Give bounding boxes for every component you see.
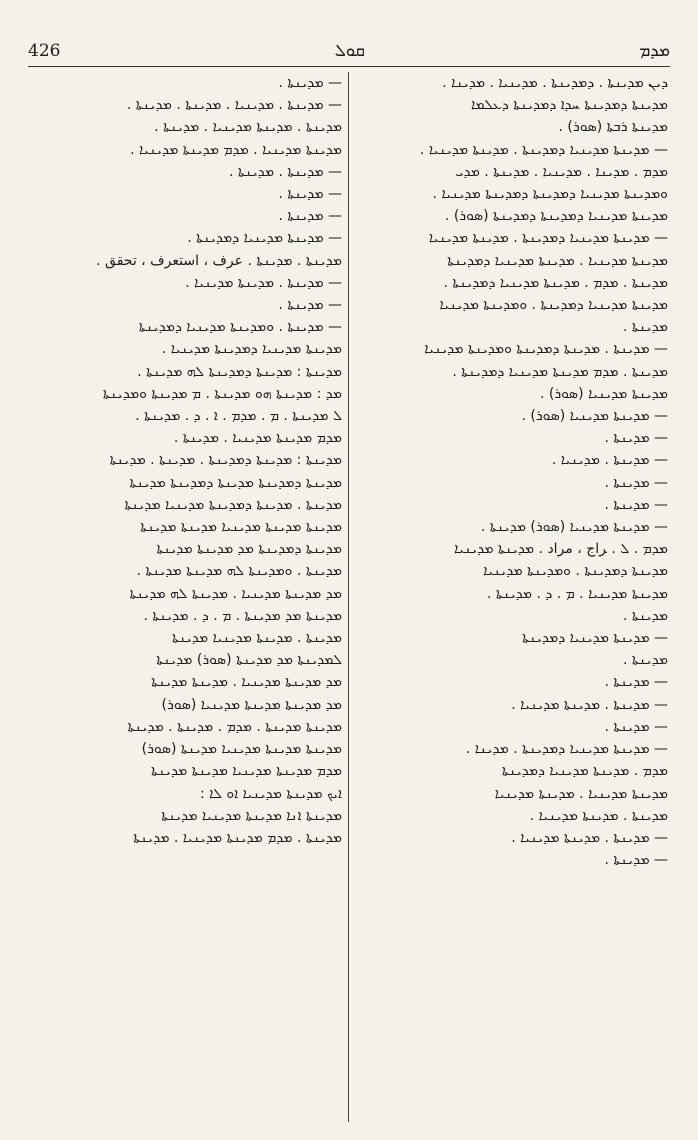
- entry-line: ܠ ܡܕܝܢܬܐ . ܡ . ܡܕܡ . ܐ . ܕ . ܡܕܝܢܬܐ .: [135, 408, 342, 425]
- entry-line: ܡܕ : ܡܕܝܢܬܐ ܗܘ ܡܕܝܢܬܐ . ܡ ܡܕܝܢܬܐ ܘܡܕܝܢܬܐ: [102, 385, 342, 402]
- entry-line: — ܡܕܝܢܬܐ . ܡܕܝܢܝܐ .: [551, 452, 668, 469]
- entry-line: ܡܕܝܢܬܐ ܕܡܕܝܢܬܐ ܡܕ ܡܕܝܢܬܐ ܡܕܝܢܬܐ: [156, 541, 342, 558]
- entry-line: ܡܕܝܢܬܐ ܕܡܕܝܢܬܐ ܚܕܐ ܕܡܕܝܢܬܐ ܕܥܠܡܐ: [471, 97, 668, 114]
- entry-line: ܡܕܝܢܬܐ ܡܕܝܢܝܐ ܕܡܕܝܢܬܐ ܕܡܕܝܢܬܐ (ܣܘܪ) .: [444, 208, 668, 225]
- entry-line: — ܡܕܝܢܬܐ .: [278, 297, 342, 314]
- entry-line: ܡܕܝܢܬܐ : ܡܕܝܢܬܐ ܕܡܕܝܢܬܐ ܠܗ ܡܕܝܢܬܐ .: [137, 363, 342, 380]
- entry-line: ܡܕܝܢܬܐ ܕܡܕܝܢܬܐ . ܘܡܕܝܢܬܐ ܡܕܝܢܝܐ: [483, 563, 668, 580]
- entry-line: — ܡܕܝܢܬܐ ܡܕܝܢܝܐ (ܣܘܪ) ܡܕܝܢܬܐ .: [480, 519, 668, 536]
- page-number: 426: [28, 41, 61, 61]
- left-column: [30, 72, 342, 1122]
- entry-line: ܡܕܝܢܬܐ ܕܡܕܝܢܬܐ ܡܕܝܢܬܐ ܕܡܕܝܢܬܐ ܡܕܝܢܬܐ: [129, 474, 342, 491]
- entry-line: — ܡܕܝܢܬܐ .: [604, 496, 668, 513]
- entry-line: ܡܕܡ . ܡܕܝܢܬܐ ܡܕܝܢܝܐ ܕܡܕܝܢܬܐ: [501, 763, 668, 780]
- entry-line: — ܡܕܝܢܬܐ ܡܕܝܢܝܐ ܕܡܕܝܢܬܐ . ܡܕܝܢܬܐ ܡܕܝܢܝܐ: [428, 230, 668, 247]
- entry-line: ܡܕܝܢܬܐ . ܡܕܡ ܡܕܝܢܬܐ ܡܕܝܢܝܐ ܕܡܕܝܢܬܐ .: [452, 363, 668, 380]
- page-header: [28, 36, 670, 66]
- entry-line: ܡܕܝܢܬܐ . ܡܕܡ . ܡܕܝܢܬܐ ܡܕܝܢܝܐ ܕܡܕܝܢܬܐ .: [443, 274, 668, 291]
- entry-line: — ܡܕܝܢܬܐ .: [278, 208, 342, 225]
- entry-line: ܡܕܝܢܬܐ .: [622, 652, 668, 669]
- running-title-center: ܩܘܠ: [334, 41, 365, 61]
- entry-line: — ܡܕܝܢܬܐ ܡܕܝܢܝܐ (ܣܘܪ) .: [521, 408, 668, 425]
- entry-line: ܡܕܝܢܬܐ ܡܕܝܢܬܐ . ܡܕܡ . ܡܕܝܢܬܐ . ܡܕܝܢܬܐ: [127, 718, 342, 735]
- entry-line: ܡܕ ܡܕܝܢܬܐ ܡܕܝܢܬܐ ܡܕܝܢܝܐ (ܣܘܪ): [161, 696, 342, 713]
- entry-line: ܠܡܕܝܢܬܐ ܡܕ ܡܕܝܢܬܐ (ܣܘܪ) ܡܕܝܢܬܐ: [156, 652, 342, 669]
- entry-line: ܡܕܝܢܬܐ ܡܕܝܢܝܐ . ܡܕܝܢܬܐ ܡܕܝܢܝܐ: [494, 785, 668, 802]
- entry-line: — ܡܕܝܢܬܐ ܡܕܝܢܝܐ ܕܡܕܝܢܬܐ . ܡܕܝܢܐ .: [465, 741, 668, 758]
- entry-line: — ܡܕܝܢܬܐ ܡܕܝܢܝܐ ܕܡܕܝܢܬܐ .: [187, 230, 342, 247]
- entry-line: — ܡܕܝܢܬܐ . ܘܡܕܝܢܬܐ ܡܕܝܢܝܐ ܕܡܕܝܢܬܐ: [138, 319, 342, 336]
- entry-line: ܡܕ ܡܕܝܢܬܐ ܡܕܝܢܝܐ . ܡܕܝܢܬܐ ܠܗ ܡܕܝܢܬܐ: [129, 585, 342, 602]
- entry-line: ܡܕܝܢܬܐ . ܡܕܝܢܬܐ ܡܕܝܢܝܐ . ܡܕܝܢܬܐ .: [154, 119, 342, 136]
- entry-line: — ܡܕܝܢܬܐ . ܡܕܝܢܝܐ . ܡܕܝܢܬܐ . ܡܕܝܢܬܐ .: [126, 97, 342, 114]
- entry-line: — ܡܕܝܢܬܐ .: [604, 474, 668, 491]
- entry-line: ܡܕܝܢܬܐ ܡܕܝܢܝܐ (ܣܘܪ) .: [539, 385, 668, 402]
- entry-line: ܡܕܝܢܬܐ ܡܕܝܢܬܐ ܡܕܝܢܝܐ ܡܕܝܢܬܐ ܡܕܝܢܬܐ: [140, 519, 342, 536]
- entry-line: — ܡܕܝܢܬܐ . ܡܕܝܢܬܐ ܕܡܕܝܢܬܐ ܘܡܕܝܢܬܐ ܡܕܝܢܝܐ: [424, 341, 668, 358]
- entry-line: ܡܕܝܢܬܐ ܪܒܬܐ (ܣܘܪ) .: [558, 119, 668, 136]
- entry-line: ܡܕ ܡܕܝܢܬܐ ܡܕܝܢܝܐ . ܡܕܝܢܬܐ ܡܕܝܢܬܐ: [151, 674, 342, 691]
- entry-line: ܡܕܝܢܬܐ . ܡܕܡ ܡܕܝܢܬܐ ܡܕܝܢܝܐ . ܡܕܝܢܬܐ: [133, 829, 342, 846]
- entry-line: ܡܕܝܢܬܐ .: [622, 319, 668, 336]
- entry-line: ܡܕܝܢܬܐ ܡܕܝܢܝܐ . ܡ . ܕ . ܡܕܝܢܬܐ .: [486, 585, 668, 602]
- entry-line: ܘܡܕܝܢܬܐ ܡܕܝܢܝܐ ܕܡܕܝܢܬܐ ܕܡܕܝܢܬܐ ܡܕܝܢܝܐ .: [432, 186, 668, 203]
- entry-line: ܡܕܝܢܬܐ ܐܢܐ ܡܕܝܢܬܐ ܡܕܝܢܝܐ ܡܕܝܢܬܐ: [161, 807, 342, 824]
- entry-line: ܡܕܝܢܬܐ . ܡܕܝܢܬܐ ܡܕܝܢܝܐ .: [529, 807, 668, 824]
- entry-line: ܡܕܡ ܡܕܝܢܬܐ ܡܕܝܢܝܐ ܡܕܝܢܬܐ ܡܕܝܢܬܐ: [151, 763, 342, 780]
- header-rule: [28, 66, 670, 67]
- entry-line: ܡܕܝܢܬܐ . ܡܕܝܢܬܐ ܡܕܝܢܝܐ ܡܕܝܢܬܐ: [171, 630, 342, 647]
- entry-line: — ܡܕܝܢܬܐ . ܡܕܝܢܬܐ ܡܕܝܢܝܐ .: [511, 696, 668, 713]
- running-title-right: ܡܕܡ: [639, 41, 670, 61]
- entry-line: ܡܕܝܢܬܐ ܡܕܝܢܝܐ ܕܡܕܝܢܬܐ . ܘܡܕܝܢܬܐ ܡܕܝܢܝܐ: [439, 297, 668, 314]
- entry-line: ܡܕܝܢܬܐ . ܘܡܕܝܢܬܐ ܠܗ ܡܕܝܢܬܐ ܡܕܝܢܬܐ .: [136, 563, 342, 580]
- entry-line: ܡܕܡ . ܡܕܝܢܐ . ܡܕܝܢܝܐ . ܡܕܝܢܬܐ . ܡܕܝ: [455, 163, 668, 180]
- entry-line: — ܡܕܝܢܬܐ ܡܕܝܢܝܐ ܕܡܕܝܢܬܐ: [522, 630, 668, 647]
- entry-line: — ܡܕܝܢܬܐ . ܡܕܝܢܬܐ ܡܕܝܢܝܐ .: [185, 274, 342, 291]
- entry-line: — ܡܕܝܢܬܐ .: [604, 430, 668, 447]
- entry-line: — ܡܕܝܢܬܐ . ܡܕܝܢܬܐ .: [229, 163, 342, 180]
- column-divider: [348, 72, 349, 1122]
- entry-line: ܡܕܝܢܬܐ . ܡܕܝܢܬܐ ܕܡܕܝܢܬܐ ܡܕܝܢܝܐ ܡܕܝܢܬܐ: [124, 496, 342, 513]
- entry-line: — ܡܕܝܢܬܐ .: [604, 674, 668, 691]
- entry-line: — ܡܕܝܢܬܐ ܡܕܝܢܝܐ ܕܡܕܝܢܬܐ . ܡܕܝܢܬܐ ܡܕܝܢܝܐ .: [419, 141, 668, 158]
- entry-line: ܡܕܝܢܬܐ . ܡܕܝܢܬܐ . ﻋﺮﻑ ، ﺍﺳﺘﻌﺮﻑ ، ﺗﺤﻘﻖ .: [96, 252, 342, 269]
- entry-line: ܐܝܟ ܡܕܝܢܬܐ ܡܕܝܢܝܐ ܐܘ ܠܐ :: [199, 785, 342, 802]
- entry-line: — ܡܕܝܢܬܐ .: [604, 852, 668, 869]
- entry-line: — ܡܕܝܢܬܐ .: [604, 718, 668, 735]
- right-column: [356, 72, 668, 1122]
- entry-line: ܡܕܝܢܬܐ ܡܕܝܢܝܐ . ܡܕܝܢܬܐ ܡܕܝܢܝܐ ܕܡܕܝܢܬܐ: [447, 252, 668, 269]
- entry-line: — ܡܕܝܢܬܐ .: [278, 186, 342, 203]
- entry-line: ܡܕܝܢܬܐ ܡܕ ܡܕܝܢܬܐ . ܡ . ܕ . ܡܕܝܢܬܐ .: [143, 607, 342, 624]
- entry-line: ܕܝܢ ܡܕܝܢܬܐ . ܕܡܕܝܢܬܐ . ܡܕܝܢܝܐ . ܡܕܝܢܐ .: [442, 75, 668, 91]
- entry-line: ܡܕܝܢܬܐ ܡܕܝܢܝܐ ܕܡܕܝܢܬܐ ܡܕܝܢܝܐ .: [161, 341, 342, 358]
- entry-line: — ܡܕܝܢܬܐ .: [278, 75, 342, 91]
- entry-line: ܡܕܝܢܬܐ ܡܕܝܢܝܐ . ܡܕܡ ܡܕܝܢܬܐ ܡܕܝܢܝܐ .: [130, 141, 342, 158]
- entry-line: ܡܕܝܢܬܐ ܡܕܝܢܬܐ ܡܕܝܢܝܐ ܡܕܝܢܬܐ (ܣܘܪ): [141, 741, 342, 758]
- entry-line: — ܡܕܝܢܬܐ . ܡܕܝܢܬܐ ܡܕܝܢܝܐ .: [511, 829, 668, 846]
- entry-line: ܡܕܝܢܬܐ .: [622, 607, 668, 624]
- entry-line: ܡܕܡ ܡܕܝܢܬܐ ܡܕܝܢܝܐ . ܡܕܝܢܬܐ .: [173, 430, 342, 447]
- entry-line: ܡܕܝܢܬܐ : ܡܕܝܢܬܐ ܕܡܕܝܢܬܐ . ܡܕܝܢܬܐ . ܡܕܝܢܬܐ: [109, 452, 342, 469]
- entry-line: ܡܕܡ . ܠ . ﺮﺍﺝ ، ﻣﺮﺍﺩ . ܡܕܝܢܬܐ ܡܕܝܢܝܐ: [454, 541, 668, 558]
